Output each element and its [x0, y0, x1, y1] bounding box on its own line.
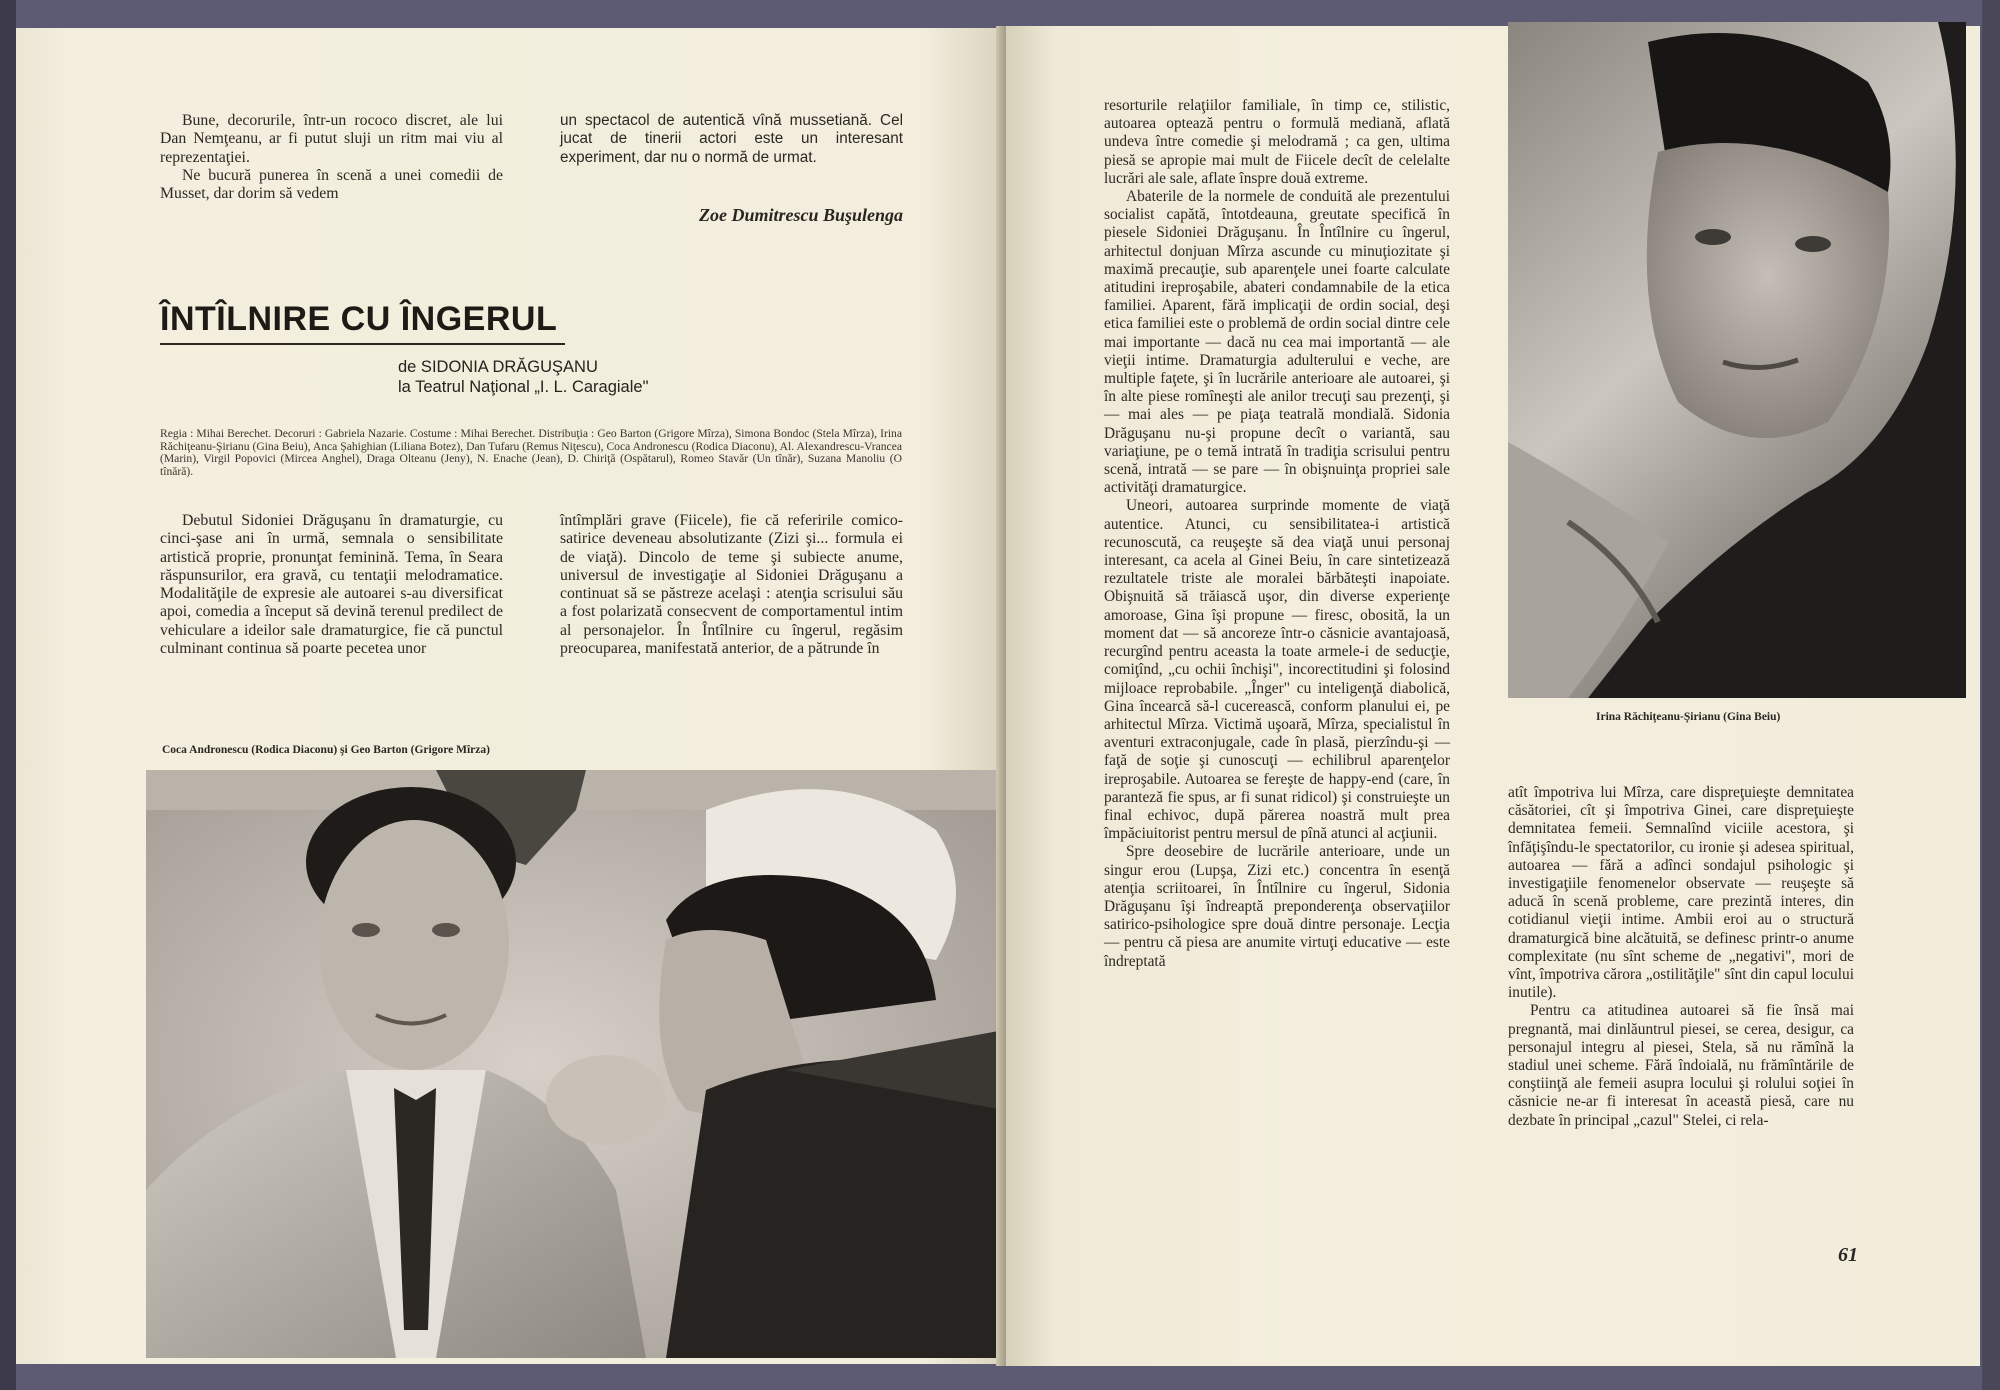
credits: Regia : Mihai Berechet. Decoruri : Gabriela Nazarie. Costume : Mihai Berechet. Distribuţia : Geo Barton (Grigore Mîrza), Simona Bondoc (Stela Mîrza), Irina Răchiţeanu-Şirianu (Gina Beiu), Anca Şahighian (Liliana Botez), Dan Tufaru (Remus Niţescu), Coca Andronescu (Rodica Diaconu), Al. Alexandrescu-Vrancea (Marin), Virgil Popovici (Mircea Anghel), Draga Olteanu (Jeny), N. Enache (Jean), D. Chiriţă (Ospătarul), Romeo Stavăr (Un tînăr), Suzana Manoliu (O tînără).	[160, 427, 902, 478]
paragraph: atît împotriva lui Mîrza, care dispreţuieşte demnitatea căsătoriei, cît şi împotriva Ginei, care dispreţuieşte demnitatea femeii. Semnalînd viciile acestora, şi înfăţişîndu-le spectatorilor, cu ironie şi adesea spiritual, autoarea — fără a adînci sondajul psihologic şi investigaţiile fenomenelor observate — reuşeşte să aducă în scenă probleme, care prezintă interes, din cotidianul vieţii intime. Ambii eroi au o structură dramaturgică bine alcătuită, se definesc printr-o anume complexitate (nu sînt scheme de „negativi", mori de vînt, împotriva cărora „ostilităţile" sînt din capul locului inutile).	[1508, 784, 1854, 1002]
paragraph: întîmplări grave (Fiicele), fie că referirile comico-satirice deveneau absolutizante (Zizi şi... formula ei de viaţă). Dincolo de teme şi subiecte anume, universul de investigaţie al Sidoniei Drăguşanu a continuat să se păstreze acelaşi : atenţia scrisului său a fost polarizată consecvent de comportamentul intim al personajelor. În Întîlnire cu îngerul, regăsim preocuparea, manifestată anterior, de a pătrunde în	[560, 512, 903, 658]
cover-edge-left	[0, 0, 16, 1390]
cover-edge-right	[1982, 0, 2000, 1390]
body-left-col1	[160, 512, 503, 658]
paragraph: un spectacol de autentică vînă mussetiană. Cel jucat de tinerii actori este un interesant experiment, dar nu o normă de urmat.	[560, 112, 903, 166]
author-line: de SIDONIA DRĂGUŞANU	[398, 358, 598, 376]
photo-geo-barton-coca-andronescu	[146, 770, 1004, 1358]
paragraph: Debutul Sidoniei Drăguşanu în dramaturgie, cu cinci-şase ani în urmă, semnala o sensibilitate artistică proprie, pronunţat feminină. Tema, în Seara răspunsurilor, era gravă, cu tentaţii melodramatice. Modalităţile de expresie ale autoarei s-au diversificat apoi, comedia a început să devină terenul predilect de vehiculare a ideilor sale dramaturgice, fie că punctul culminant continua să poarte pecetea unor	[160, 512, 503, 658]
right-photo-caption: Irina Răchiţeanu-Şirianu (Gina Beiu)	[1596, 711, 1781, 723]
article-title: ÎNTÎLNIRE CU ÎNGERUL	[160, 300, 558, 338]
title-underline	[160, 343, 565, 345]
paragraph: Bune, decorurile, într-un rococo discret, ale lui Dan Nemţeanu, ar fi putut sluji un ritm mai viu al reprezentaţiei.	[160, 112, 503, 166]
paragraph: Abaterile de la normele de conduită ale prezentului socialist capătă, întotdeauna, greutate specifică în piesele Sidoniei Drăguşanu. În Întîlnire cu îngerul, arhitectul donjuan Mîrza ascunde cu minuţiozitate şi maximă precauţie, sub aparenţele unei foarte calculate atitudini ireproşabile, abateri condamnabile de la etica familiei. Aparent, fără implicaţii de ordin social, deşi etica familiei este o problemă de ordin social dintre cele mai importante — dacă nu cea mai importantă — ale vieţii intime. Dramaturgia adulterului e veche, are multiple faţete, şi în lucrările anterioare ale autoarei, şi în alte piese romîneşti ale anilor trecuţi sau prezenţi, şi — mai ales — pe piaţa teatrală mondială. Sidonia Drăguşanu nu-şi propune decît o variantă, sau variaţiune, pe o temă intrată în tradiţia scrisului pentru scenă, intrată — se pare — în obişnuinţa propriei sale activităţi dramaturgice.	[1104, 188, 1450, 497]
body-right-col1	[1104, 97, 1450, 971]
paragraph: Spre deosebire de lucrările anterioare, unde un singur erou (Lupşa, Zizi etc.) concentra în esenţă atenţia scriitoarei, în Întîlnire cu îngerul, Sidonia Drăguşanu îşi îndreaptă preponderenţa observaţiilor satirico-psihologice spre două dintre personaje. Lecţia — pentru că piesa are anumite virtuţi educative — este îndreptată	[1104, 843, 1450, 970]
paragraph: resorturile relaţiilor familiale, în timp ce, stilistic, autoarea optează pentru o formulă mediană, aflată undeva între comedie şi melodramă ; ca gen, ultima piesă se apropie mai mult de Fiicele decît de celelalte lucrări ale sale, aflate înspre două extreme.	[1104, 97, 1450, 187]
previous-review-col2	[560, 112, 903, 167]
body-left-col2	[560, 512, 903, 658]
previous-review-col1	[160, 112, 503, 203]
paragraph: Pentru ca atitudinea autoarei să fie însă mai pregnantă, mai dinlăuntrul piesei, se cerea, desigur, ca personajul integru al piesei, Stela, să nu rămînă la stadiul unei scheme. Fără îndoială, nu frămîntările de conştiinţă ale femeii asupra locului şi rolului soţiei în căsnicie ne-ar fi interesat în această piesă, care nu dezbate în principal „cazul" Stelei, ci rela-	[1508, 1002, 1854, 1129]
photo-irina-rachiteanu	[1508, 22, 1966, 698]
venue-line: la Teatrul Naţional „I. L. Caragiale"	[398, 378, 649, 396]
body-right-col2	[1508, 784, 1854, 1130]
review-signature: Zoe Dumitrescu Buşulenga	[698, 205, 903, 225]
byline	[398, 357, 648, 397]
paragraph: Uneori, autoarea surprinde momente de viaţă autentice. Atunci, cu sensibilitatea-i artistică recunoscută, ca reuşeşte să dea viaţă unui personaj interesant, ca acela al Ginei Beiu, în care sintetizează rezultatele triste ale moralei bărbăteşti inapoiate. Obişnuită să trăiască uşor, din diverse experienţe amoroase, Gina îşi propune — firesc, obosită, la un moment dat — să ancoreze într-o căsnicie avantajoasă, recurgînd pentru aceasta la toate armele-i de seducţie, comiţînd, „cu ochii închişi", incorectitudini şi folosind mijloace reprobabile. „Înger" cu inteligenţă diabolică, Gina încearcă să-l cucerească, conform planului ei, pe arhitectul Mîrza. Victimă uşoară, Mîrza, specialistul în aventuri extraconjugale, cade în plasă, pierzîndu-şi — faţă de soţie şi cunoscuţi — echilibrul aparenţelor ireproşabile. Autoarea se fereşte de happy-end (care, în paranteză fie spus, ar fi sunat ridicol) şi construieşte un final echivoc, după părerea noastră mult prea împăciuitorist pentru mersul de pînă atunci al acţiunii.	[1104, 497, 1450, 843]
bottom-photo-caption: Coca Andronescu (Rodica Diaconu) şi Geo Barton (Grigore Mîrza)	[162, 744, 490, 756]
page-number: 61	[1838, 1244, 1858, 1266]
paragraph: Ne bucură punerea în scenă a unei comedii de Musset, dar dorim să vedem	[160, 166, 503, 203]
